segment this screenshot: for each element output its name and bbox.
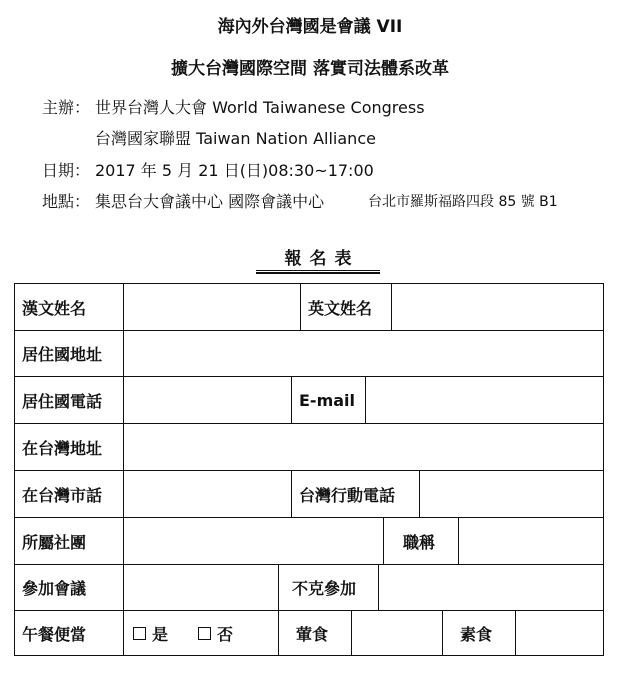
organizer-label: 主辦： xyxy=(42,98,91,117)
job-title-field[interactable] xyxy=(458,518,603,564)
row-residence-phone xyxy=(15,377,603,424)
venue-address: 台北市羅斯福路四段 85 號 B1 xyxy=(368,194,558,210)
english-name-label: 英文姓名 xyxy=(300,284,391,330)
registration-form-table xyxy=(14,283,604,656)
row-name xyxy=(15,284,603,331)
residence-phone-label: 居住國電話 xyxy=(22,391,103,411)
job-title-label: 職稱 xyxy=(383,518,458,564)
taiwan-phone-label: 在台灣市話 xyxy=(22,485,103,505)
lunch-no-option[interactable] xyxy=(198,622,233,645)
taiwan-phone-field[interactable] xyxy=(123,471,291,517)
form-title: 報名表 xyxy=(256,244,380,274)
lunch-options xyxy=(123,611,278,655)
organizer-2: 台灣國家聯盟 Taiwan Nation Alliance xyxy=(95,129,376,148)
lunch-yes-option[interactable] xyxy=(133,622,168,645)
vegetarian-label: 素食 xyxy=(442,611,515,655)
lunch-no-label: 否 xyxy=(217,624,234,644)
row-lunch xyxy=(15,611,603,655)
date-label: 日期： xyxy=(42,161,91,180)
row-residence-address xyxy=(15,331,603,377)
not-attend-label: 不克參加 xyxy=(278,565,378,610)
email-label: E-mail xyxy=(291,377,365,423)
row-organization xyxy=(15,518,603,565)
organization-field[interactable] xyxy=(123,518,383,564)
english-name-field[interactable] xyxy=(391,284,603,330)
residence-address-label: 居住國地址 xyxy=(22,345,103,364)
taiwan-address-label: 在台灣地址 xyxy=(22,438,103,458)
lunch-no-checkbox[interactable] xyxy=(198,627,211,640)
event-subtitle: 擴大台灣國際空間 落實司法體系改革 xyxy=(171,59,449,79)
venue-label: 地點： xyxy=(42,192,91,211)
chinese-name-label: 漢文姓名 xyxy=(22,298,87,318)
attend-meeting-label: 參加會議 xyxy=(22,579,87,598)
email-field[interactable] xyxy=(365,377,603,423)
taiwan-mobile-label: 台灣行動電話 xyxy=(291,471,419,517)
form-title-underline xyxy=(256,270,380,271)
row-taiwan-address xyxy=(15,424,603,471)
lunch-yes-checkbox[interactable] xyxy=(133,627,146,640)
residence-phone-field[interactable] xyxy=(123,377,291,423)
venue-value: 集思台大會議中心 國際會議中心 xyxy=(95,192,325,211)
row-attendance xyxy=(15,565,603,611)
lunch-label: 午餐便當 xyxy=(22,624,87,644)
attend-meeting-field[interactable] xyxy=(123,565,278,610)
row-taiwan-phone xyxy=(15,471,603,518)
organization-label: 所屬社團 xyxy=(22,532,87,552)
meat-field[interactable] xyxy=(351,611,442,655)
meat-label: 葷食 xyxy=(278,611,351,655)
residence-address-field[interactable] xyxy=(123,331,603,376)
chinese-name-field[interactable] xyxy=(123,284,300,330)
event-title: 海內外台灣國是會議 VII xyxy=(217,17,403,37)
lunch-yes-label: 是 xyxy=(152,624,169,644)
organizer-1: 世界台灣人大會 World Taiwanese Congress xyxy=(95,98,425,117)
not-attend-field[interactable] xyxy=(378,565,603,610)
taiwan-mobile-field[interactable] xyxy=(419,471,603,517)
date-value: 2017 年 5 月 21 日(日)08:30~17:00 xyxy=(95,161,374,180)
vegetarian-field[interactable] xyxy=(515,611,603,655)
taiwan-address-field[interactable] xyxy=(123,424,603,470)
